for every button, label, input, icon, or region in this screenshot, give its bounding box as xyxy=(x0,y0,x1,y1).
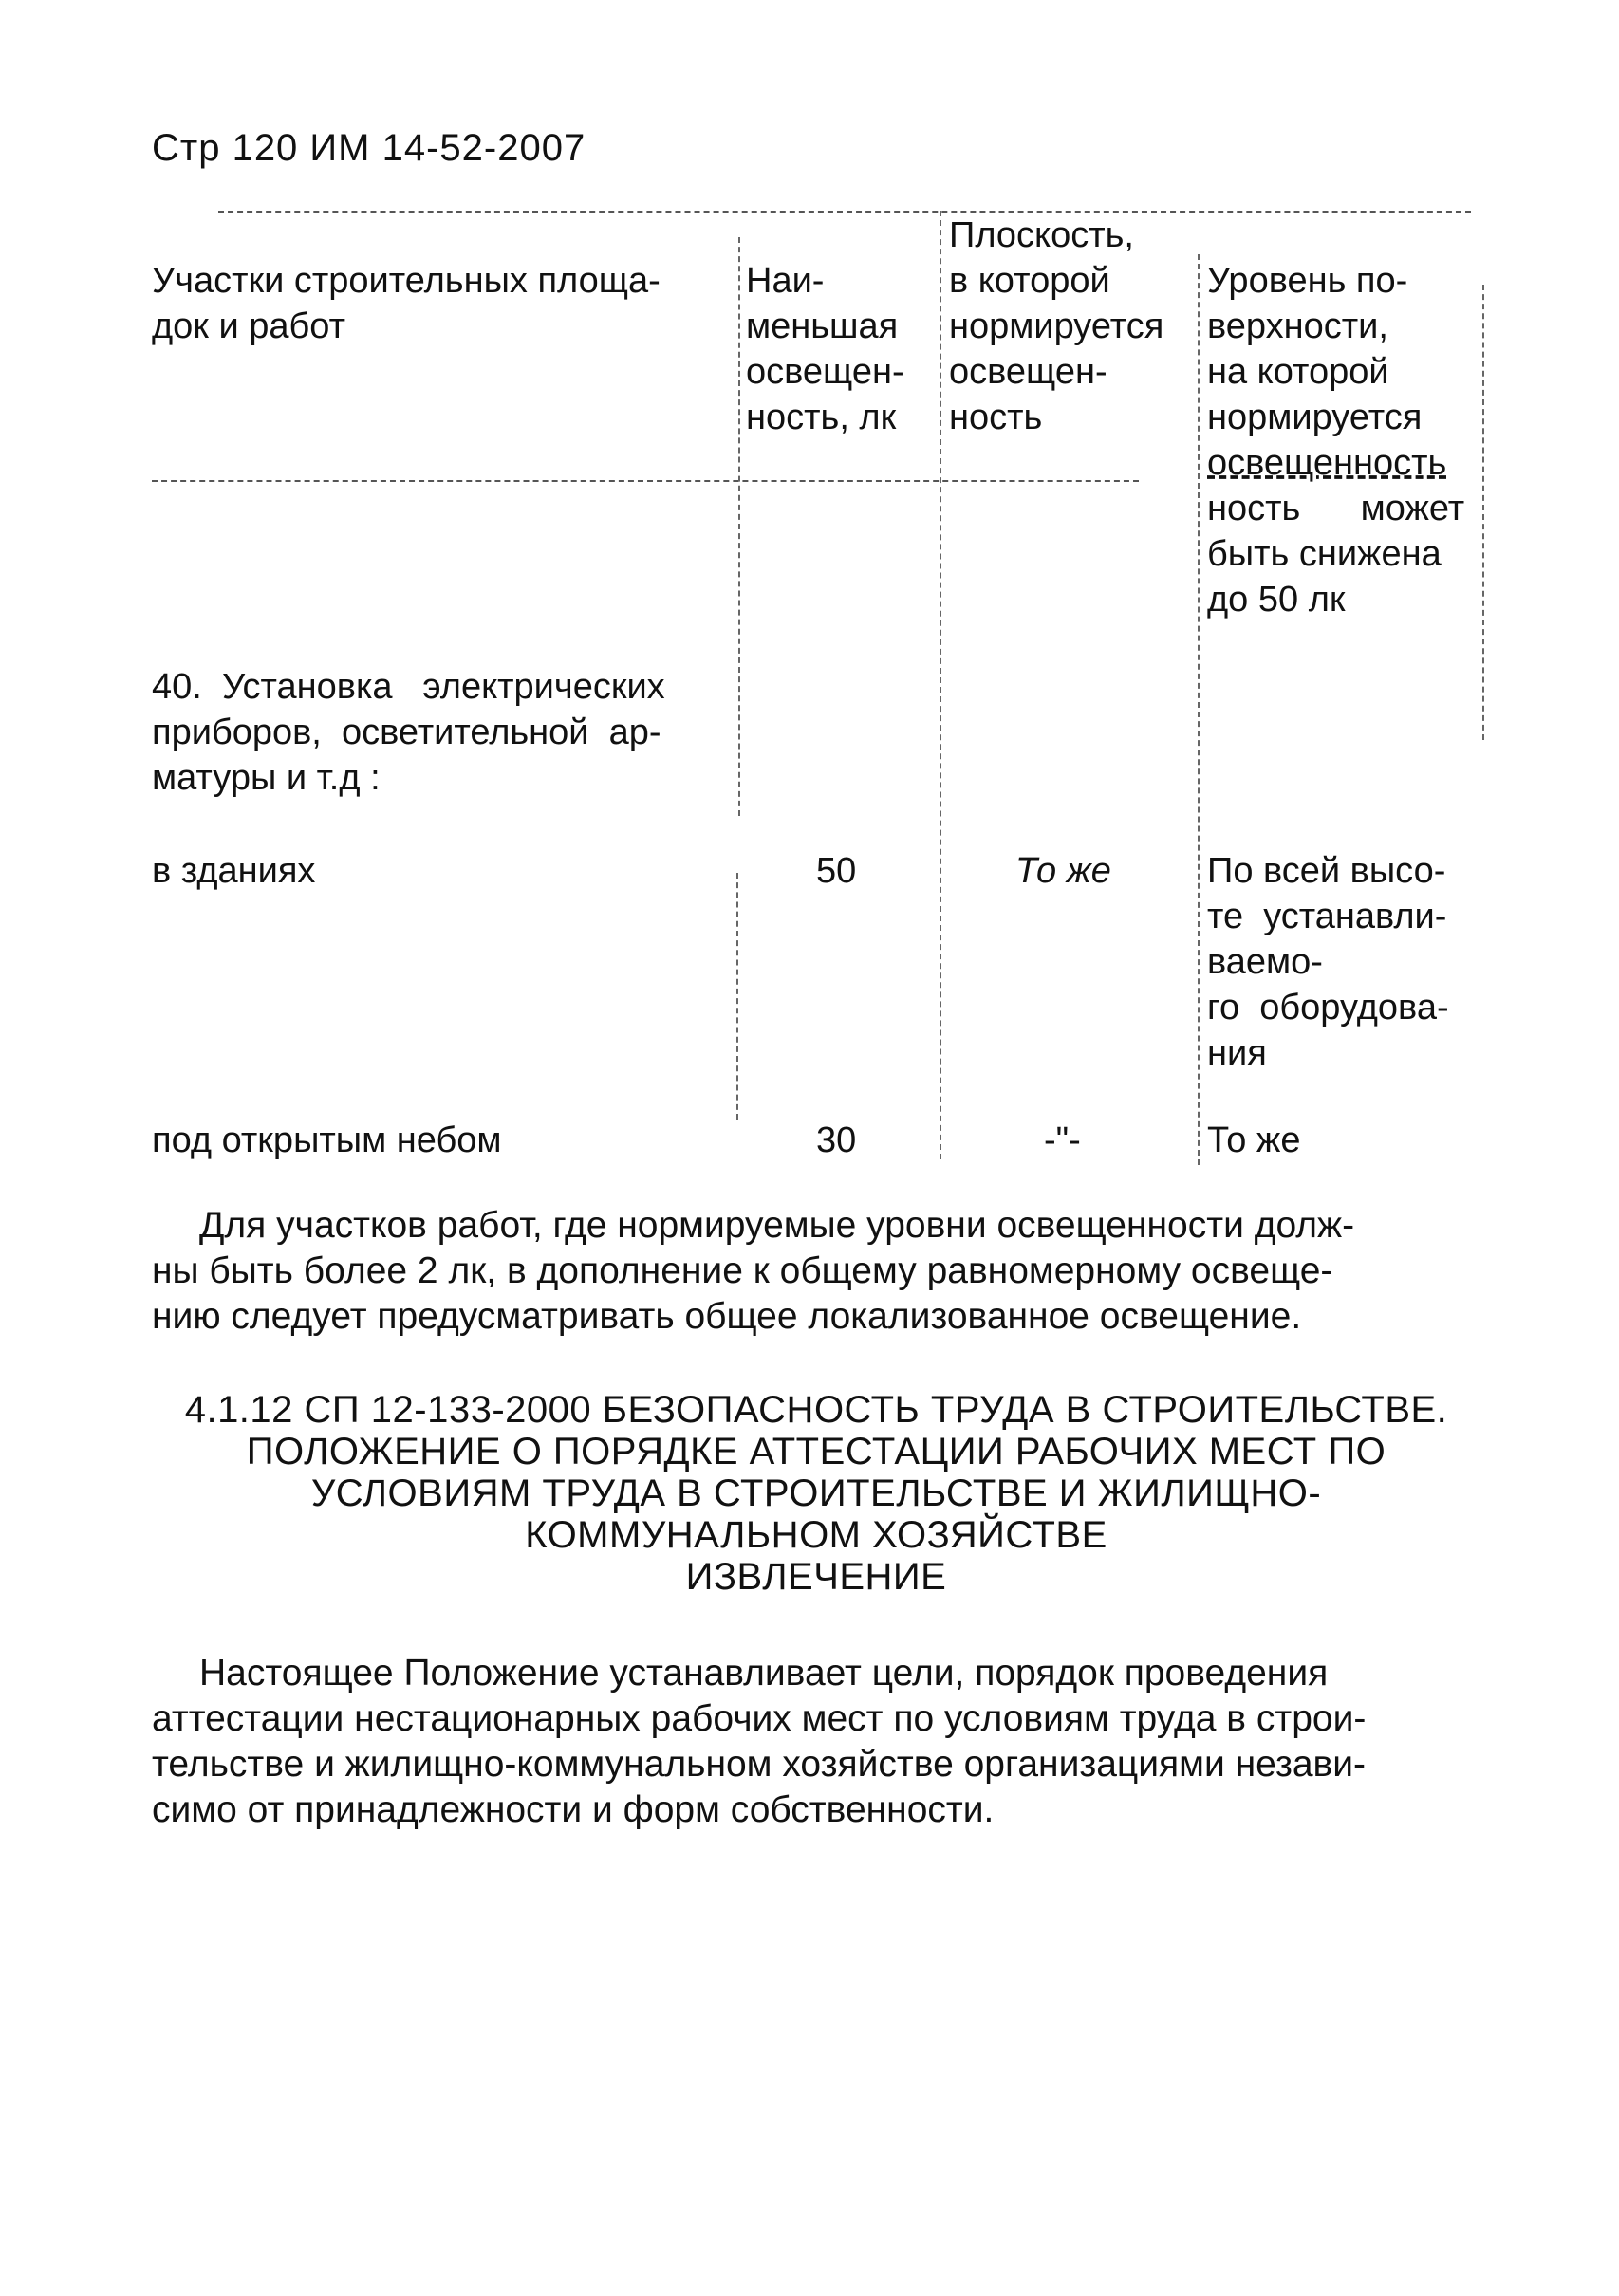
section-title-line2: ПОЛОЖЕНИЕ О ПОРЯДКЕ АТТЕСТАЦИИ РАБОЧИХ МЕСТ ПО xyxy=(246,1431,1386,1472)
header-col2-line3: освещен- xyxy=(746,352,904,392)
table-divider-5 xyxy=(736,873,738,1120)
table-divider-4 xyxy=(1482,285,1484,740)
section-title-line3: УСЛОВИЯМ ТРУДА В СТРОИТЕЛЬСТВЕ И ЖИЛИЩНО- xyxy=(310,1472,1322,1514)
section-title-line4: КОММУНАЛЬНОМ ХОЗЯЙСТВЕ xyxy=(525,1514,1107,1556)
header-col3-line5: ность xyxy=(949,398,1043,437)
row-indoor-level-line5: ния xyxy=(1207,1033,1267,1073)
paragraph2-line3: тельстве и жилищно-коммунальном хозяйстве организациями незави- xyxy=(152,1744,1367,1785)
table-divider-1 xyxy=(738,237,740,816)
paragraph1-line2: ны быть более 2 лк, в дополнение к общему равномерному освеще- xyxy=(152,1250,1333,1291)
section-title-line5: ИЗВЛЕЧЕНИЕ xyxy=(685,1556,947,1598)
table-header-rule xyxy=(152,480,1139,482)
header-col4-line3: на которой xyxy=(1207,352,1389,392)
header-col3-line4: освещен- xyxy=(949,352,1107,392)
header-col1-line2: док и работ xyxy=(152,306,346,346)
table-divider-2 xyxy=(940,211,941,1159)
row-outdoor-name: под открытым небом xyxy=(152,1120,502,1160)
row-outdoor-lux: 30 xyxy=(816,1120,857,1160)
paragraph2-line4: симо от принадлежности и форм собственности. xyxy=(152,1789,995,1830)
section-title-line1: 4.1.12 СП 12-133-2000 БЕЗОПАСНОСТЬ ТРУДА В СТРОИТЕЛЬСТВЕ. xyxy=(184,1389,1448,1431)
continuation-line3: до 50 лк xyxy=(1207,580,1346,620)
table-top-rule xyxy=(218,211,1471,213)
continuation-line1: ность может xyxy=(1207,489,1465,528)
row-indoor-level-line1: По всей высо- xyxy=(1207,851,1446,891)
row-indoor-plane: То же xyxy=(1015,851,1111,891)
row-indoor-level-line3: ваемо- xyxy=(1207,942,1323,982)
continuation-line2: быть снижена xyxy=(1207,534,1442,574)
paragraph1-line1: Для участков работ, где нормируемые уровни освещенности долж- xyxy=(199,1205,1355,1246)
header-col2-line1: Наи- xyxy=(746,261,825,301)
item40-line3: матуры и т.д : xyxy=(152,758,381,798)
table-divider-3 xyxy=(1198,254,1200,1165)
header-col3-line2: в которой xyxy=(949,261,1110,301)
row-indoor-name: в зданиях xyxy=(152,851,316,891)
paragraph2-line2: аттестации нестационарных рабочих мест по условиям труда в строи- xyxy=(152,1698,1367,1739)
paragraph2-line1: Настоящее Положение устанавливает цели, порядок проведения xyxy=(199,1653,1329,1694)
row-indoor-level-line4: го оборудова- xyxy=(1207,988,1449,1028)
row-outdoor-level: То же xyxy=(1207,1120,1301,1160)
header-col2-line4: ность, лк xyxy=(746,398,897,437)
header-col1-line1: Участки строительных площа- xyxy=(152,261,661,301)
item40-line1: 40. Установка электрических xyxy=(152,667,665,707)
row-indoor-lux: 50 xyxy=(816,851,857,891)
row-outdoor-plane: -"- xyxy=(1044,1120,1081,1160)
page-header: Стр 120 ИМ 14-52-2007 xyxy=(152,127,586,169)
header-col3-line1: Плоскость, xyxy=(949,215,1134,255)
paragraph1-line3: нию следует предусматривать общее локализованное освещение. xyxy=(152,1296,1302,1337)
header-col4-line1: Уровень по- xyxy=(1207,261,1408,301)
header-col4-line2: верхности, xyxy=(1207,306,1388,346)
item40-line2: приборов, осветительной ар- xyxy=(152,713,661,752)
row-indoor-level-line2: те устанавли- xyxy=(1207,897,1447,936)
header-col3-line3: нормируется xyxy=(949,306,1164,346)
header-col4-line4: нормируется xyxy=(1207,398,1423,437)
header-col2-line2: меньшая xyxy=(746,306,899,346)
header-col4-line5: освещенность xyxy=(1207,443,1447,483)
